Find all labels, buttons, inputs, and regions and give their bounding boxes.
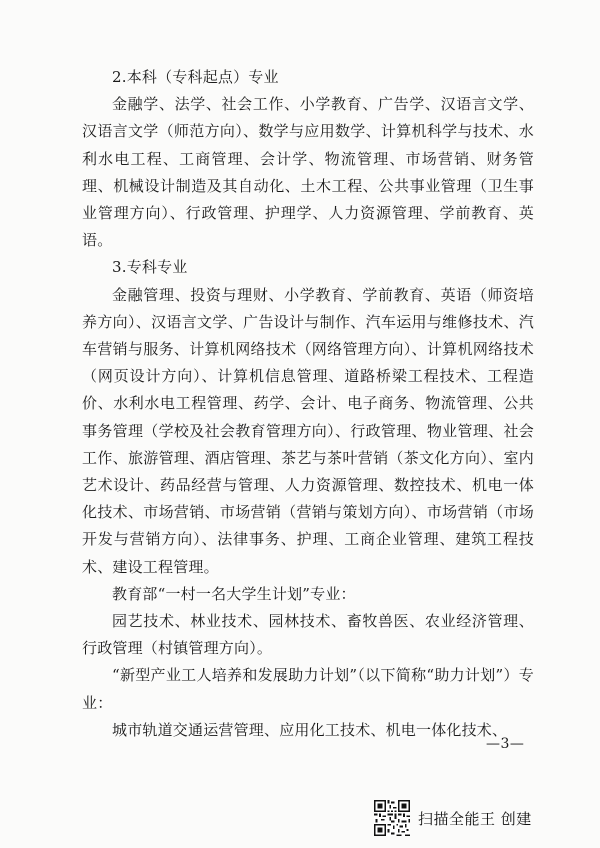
section-heading-college: 3.专科专业 — [112, 258, 188, 277]
worker-plan-title: “新型产业工人培养和发展助力计划”（以下简称“助力计划”）专业： — [82, 666, 534, 712]
section-text-college: 金融管理、投资与理财、小学教育、学前教育、英语（师资培养方向）、汉语言文学、广告设计与制作、汽车运用与维修技术、汽车营销与服务、计算机网络技术（网络管理方向）、计算机网络技术（网页设计方向）、计算机信息管理、道路桥梁工程技术、工程造价、水利水电工程管理、药学、会计、电子商务、物流管理、公共事务管理（学校及社会教育管理方向）、行政管理、物业管理、社会工作、旅游管理、酒店管理、茶艺与茶叶营销（茶文化方向）、室内艺术设计、药品经营与管理、人力资源管理、数控技术、机电一体化技术、市场营销、市场营销（营销与策划方向）、市场营销（市场开发与营销方向）、法律事务、护理、工商企业管理、建筑工程技术、建设工程管理。 — [82, 285, 534, 576]
section-text-bachelor: 金融学、法学、社会工作、小学教育、广告学、汉语言文学、汉语言文学（师范方向）、数学与应用数学、计算机科学与技术、水利水电工程、工商管理、会计学、物流管理、市场营销、财务管理、机械设计制造及其自动化、土木工程、公共事业管理（卫生事业管理方向）、行政管理、护理学、人力资源管理、学前教育、英语。 — [82, 95, 534, 250]
document-body — [82, 64, 534, 744]
village-plan-text: 园艺技术、林业技术、园林技术、畜牧兽医、农业经济管理、行政管理（村镇管理方向）。 — [82, 612, 534, 658]
worker-plan-text: 城市轨道交通运营管理、应用化工技术、机电一体化技术、 — [112, 720, 508, 739]
page-number: —3— — [486, 736, 525, 752]
section-heading-bachelor: 2.本科（专科起点）专业 — [112, 68, 279, 86]
watermark-text: 扫描全能王 创建 — [418, 809, 532, 828]
village-plan-title: 教育部“一村一名大学生计划”专业： — [112, 584, 356, 603]
scanner-watermark — [374, 800, 532, 836]
qr-code-icon — [374, 800, 410, 836]
